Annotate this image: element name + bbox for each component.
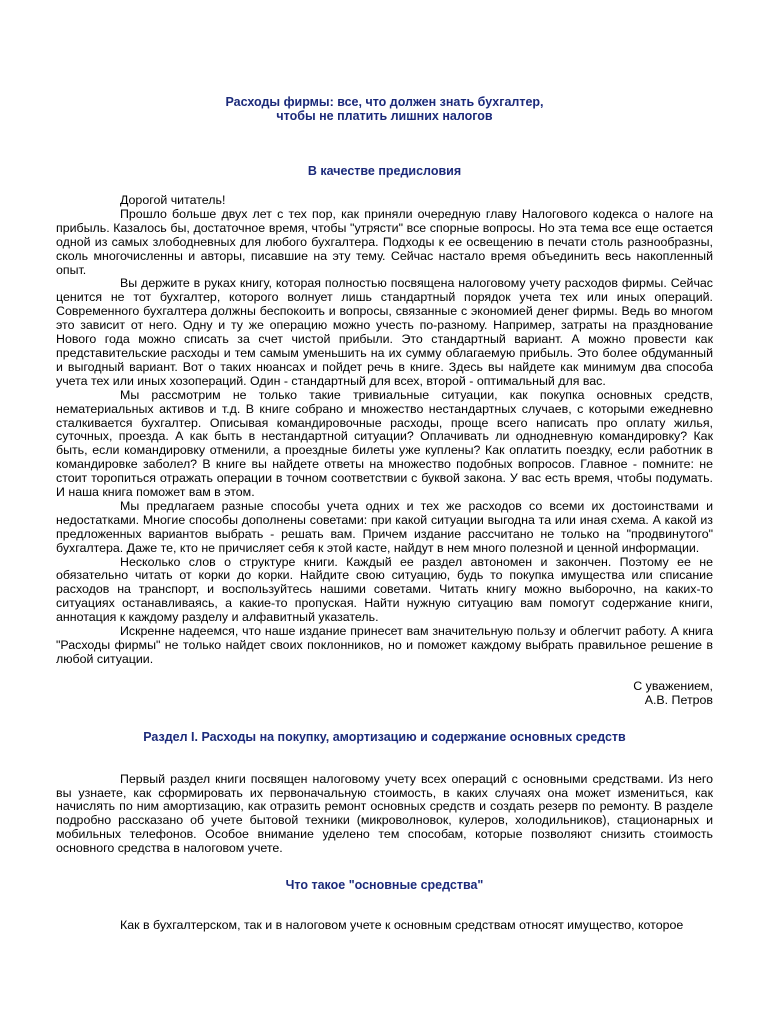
preface-heading: В качестве предисловия bbox=[307, 164, 462, 178]
title-line-1: Расходы фирмы: все, что должен знать бухгалтер, bbox=[225, 95, 544, 109]
preface-body bbox=[56, 194, 713, 667]
paragraph: Мы предлагаем разные способы учета одних и тех же расходов со всеми их достоинствами и недостатками. Многие способы дополнены советами: при какой ситуации выгодна та или иная схема. А какой из предложенных вариантов выбрать - решать вам. Причем издание рассчитано не только на "продвинутого" бухгалтера. Даже те, кто не причисляет себя к этой касте, найдут в нем много полезной и ценной информации. bbox=[56, 498, 713, 555]
signoff-greeting: С уважением, bbox=[633, 678, 713, 693]
paragraph: Несколько слов о структуре книги. Каждый ее раздел автономен и закончен. Поэтому ее не обязательно читать от корки до корки. Найдите свою ситуацию, будь то покупка имущества или списание расходов на транспорт, и воспользуйтесь нашими советами. Читать книгу можно выборочно, на каких-то ситуациях останавливаясь, а какие-то пропуская. Найти нужную ситуацию вам помогут содержание книги, аннотация к каждому разделу и алфавитный указатель. bbox=[56, 554, 713, 625]
section-heading: Раздел I. Расходы на покупку, амортизацию и содержание основных средств bbox=[143, 729, 626, 744]
paragraph: Мы рассмотрим не только такие тривиальные ситуации, как покупка основных средств, нематериальных активов и т.д. В книге собрано и множество нестандартных случаев, с которыми ежедневно сталкивается бухгалтер. Описывая командировочные расходы, проще всего написать про оплату жилья, суточных, проезда. А как быть в нестандартной ситуации? Оплачивать ли однодневную командировку? Как быть, если командировку отменили, а проездные билеты уже куплены? Как оплатить поездку, если работник в командировке заболел? В книге вы найдете ответы на множество подобных вопросов. Главное - помните: не стоит торопиться отражать операции в точном соответствии с буквой закона. У вас есть время, чтобы подумать. И наша книга поможет вам в этом. bbox=[56, 387, 713, 500]
paragraph: Вы держите в руках книгу, которая полностью посвящена налоговому учету расходов фирмы. Сейчас ценится не тот бухгалтер, которого волнует лишь стандартный порядок учета тех или иных операций. Современного бухгалтера должны беспокоить и вопросы, связанные с экономией денег фирмы. Ведь во многом это зависит от него. Одну и ту же операцию можно учесть по-разному. Например, затраты на празднование Нового года можно списать за счет чистой прибыли. Это стандартный вариант. А можно провести как представительские расходы и тем самым уменьшить на их сумму облагаемую прибыль. Это более обдуманный и выгодный вариант. Вот о таких нюансах и пойдет речь в книге. Здесь вы найдете как минимум два способа учета тех или иных хозопераций. Один - стандартный для всех, второй - оптимальный для вас. bbox=[56, 276, 713, 388]
document-title bbox=[56, 95, 713, 123]
paragraph: Как в бухгалтерском, так и в налоговом учете к основным средствам относят имущество, которое bbox=[120, 918, 684, 933]
signoff-author: А.В. Петров bbox=[644, 692, 713, 707]
sub-heading: Что такое "основные средства" bbox=[285, 878, 484, 893]
paragraph: Дорогой читатель! bbox=[120, 193, 226, 207]
subsection-body bbox=[56, 919, 713, 933]
title-line-2: чтобы не платить лишних налогов bbox=[276, 109, 493, 123]
section-body bbox=[56, 773, 713, 856]
paragraph: Первый раздел книги посвящен налоговому учету всех операций с основными средствами. Из него вы узнаете, как сформировать их первоначальную стоимость, в каких случаях она может измениться, как начислять по ним амортизацию, как отразить ремонт основных средств и создать резерв по ремонту. В разделе подробно рассказано об учете бытовой техники (микроволновок, кулеров, холодильников), стационарных и мобильных телефонов. Особое внимание уделено тем способам, которые позволяют снизить стоимость основного средства в налоговом учете. bbox=[56, 771, 713, 856]
paragraph: Искренне надеемся, что наше издание принесет вам значительную пользу и облегчит работу. А книга "Расходы фирмы" не только найдет своих поклонников, но и поможет каждому выбрать правильное решение в любой ситуации. bbox=[56, 624, 713, 666]
paragraph: Прошло больше двух лет с тех пор, как приняли очередную главу Налогового кодекса о налоге на прибыль. Казалось бы, достаточное время, чтобы "утрясти" все спорные вопросы. Но эта тема все еще остается одной из самых злободневных для любого бухгалтера. Подходы к ее освещению в печати столь разнообразны, сколь многочисленны и авторы, писавшие на эту тему. Сейчас настало время объединить весь накопленный опыт. bbox=[56, 206, 713, 277]
document-page bbox=[56, 95, 713, 933]
signoff bbox=[56, 680, 713, 708]
